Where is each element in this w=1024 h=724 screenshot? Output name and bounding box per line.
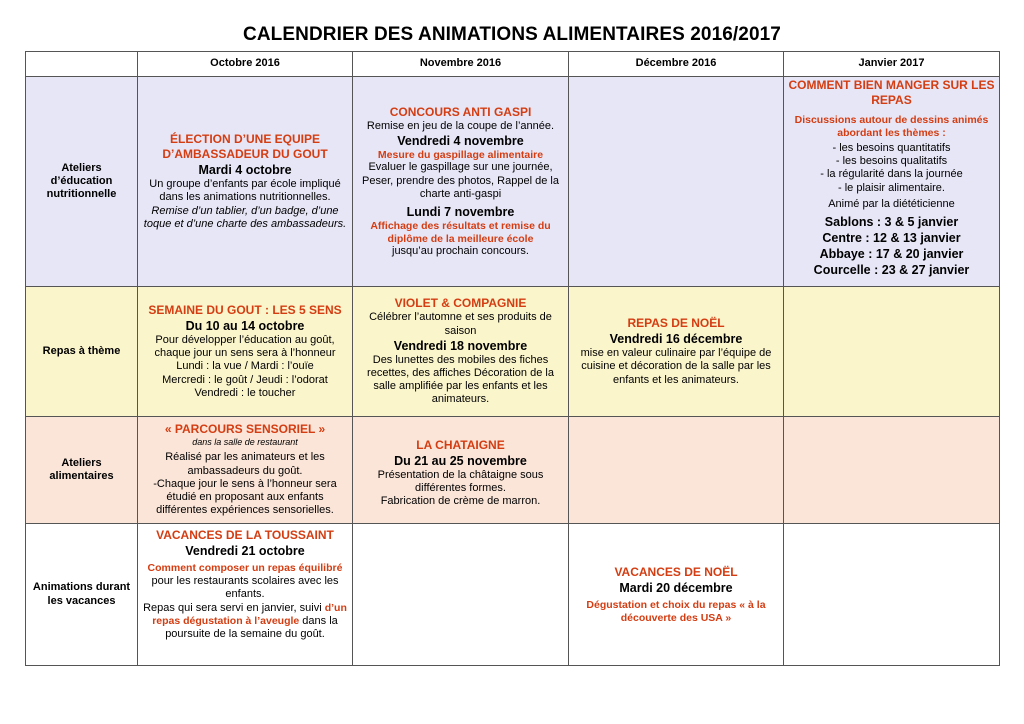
- table-row: [26, 524, 1000, 666]
- cell-october-nutrition: [138, 77, 353, 287]
- calendar-table: [25, 51, 1000, 666]
- event-highlight: Dégustation et choix du repas « à la découverte des USA »: [586, 599, 766, 624]
- event-date: Sablons : 3 & 5 janvier: [824, 215, 959, 230]
- event-text: -Chaque jour le sens à l’honneur sera étudié en proposant aux enfants différentes expériences sensorielles.: [153, 477, 337, 517]
- event-date: Mardi 4 octobre: [198, 163, 292, 178]
- event-title: VACANCES DE NOËL: [614, 565, 738, 579]
- event-date: Vendredi 16 décembre: [609, 332, 743, 347]
- row-label-nutrition: Ateliers d’éducation nutritionnelle: [26, 77, 138, 287]
- cell-december-theme: [569, 287, 784, 417]
- event-note: dans la salle de restaurant: [192, 437, 298, 448]
- event-text: Evaluer le gaspillage sur une journée, Peser, prendre des photos, Rappel de la charte anti-gaspi: [362, 161, 559, 200]
- list-item: - la régularité dans la journée: [820, 168, 963, 181]
- event-text: Lundi : la vue / Mardi : l’ouïe: [176, 360, 314, 373]
- event-text: Des lunettes des mobiles des fiches recettes, des affiches Décoration de la salle amplifiée par les enfants et les animateurs.: [367, 353, 554, 406]
- event-text: dans la poursuite de la semaine du goût.: [165, 614, 338, 641]
- event-title: COMMENT BIEN MANGER SUR LES REPAS: [788, 78, 995, 107]
- event-text: Pour développer l’éducation au goût, chaque jour un sens sera à l’honneur: [154, 333, 336, 360]
- row-label-food-workshops: Ateliers alimentaires: [26, 417, 138, 524]
- event-date: Centre : 12 & 13 janvier: [822, 231, 961, 246]
- event-title: LA CHATAIGNE: [416, 437, 505, 452]
- cell-october-holidays: [138, 524, 353, 666]
- event-date: Vendredi 18 novembre: [393, 338, 528, 353]
- event-title: VIOLET & COMPAGNIE: [394, 296, 527, 311]
- event-highlight: Comment composer un repas équilibré: [147, 562, 343, 574]
- event-date: Vendredi 4 novembre: [397, 133, 524, 148]
- event-text: Animé par la diététicienne: [828, 197, 955, 210]
- cell-december-nutrition: [569, 77, 784, 287]
- event-text-block: [141, 602, 349, 642]
- cell-january-workshops: [784, 417, 1000, 524]
- event-date: Abbaye : 17 & 20 janvier: [819, 247, 964, 262]
- event-date: Courcelle : 23 & 27 janvier: [813, 263, 970, 278]
- event-text: Présentation de la châtaigne sous différentes formes.: [377, 468, 544, 494]
- cell-november-workshops: [353, 417, 569, 524]
- cell-january-nutrition: [784, 77, 1000, 287]
- cell-october-theme: [138, 287, 353, 417]
- event-title: « PARCOURS SENSORIEL »: [164, 422, 326, 437]
- event-highlight: Mesure du gaspillage alimentaire: [377, 148, 544, 161]
- event-text: Un groupe d’enfants par école impliqué dans les animations nutritionnelles.: [149, 178, 341, 204]
- column-header-november: Novembre 2016: [353, 52, 569, 77]
- list-item: - les besoins qualitatifs: [835, 155, 948, 168]
- event-title: VACANCES DE LA TOUSSAINT: [156, 528, 334, 542]
- event-text: jusqu’au prochain concours.: [392, 245, 529, 258]
- event-text: Célébrer l’automne et ses produits de saison: [369, 311, 552, 337]
- event-title: CONCOURS ANTI GASPI: [389, 104, 532, 119]
- event-date: Mardi 20 décembre: [619, 581, 733, 595]
- event-text: mise en valeur culinaire par l’équipe de cuisine et décoration de la salle par les enfants et les animateurs.: [580, 347, 772, 386]
- event-text: Réalisé par les animateurs et les ambassadeurs du goût.: [165, 451, 325, 477]
- event-text-italic: Remise d’un tablier, d’un badge, d’une toque et d’une charte des ambassadeurs.: [143, 204, 347, 230]
- page-title: CALENDRIER DES ANIMATIONS ALIMENTAIRES 2016/2017: [243, 24, 781, 45]
- event-text: Repas qui sera servi en janvier, suivi: [143, 601, 325, 614]
- cell-january-holidays: [784, 524, 1000, 666]
- event-title: REPAS DE NOËL: [627, 316, 725, 331]
- row-label-theme-meals: Repas à thème: [26, 287, 138, 417]
- event-title: SEMAINE DU GOUT : LES 5 SENS: [148, 302, 342, 317]
- event-text: Remise en jeu de la coupe de l’année.: [366, 119, 555, 132]
- cell-october-workshops: [138, 417, 353, 524]
- event-title: ÉLECTION D’UNE EQUIPE D’AMBASSADEUR DU GOUT: [162, 132, 328, 162]
- event-highlight: Discussions autour de dessins animés abordant les thèmes :: [794, 114, 989, 139]
- list-item: - les besoins quantitatifs: [832, 142, 951, 154]
- cell-january-theme: [784, 287, 1000, 417]
- row-label-holidays: Animations durant les vacances: [26, 524, 138, 666]
- cell-december-workshops: [569, 417, 784, 524]
- event-date: Du 10 au 14 octobre: [185, 318, 305, 333]
- list-item: - le plaisir alimentaire.: [838, 181, 945, 194]
- event-text-block: [141, 562, 349, 602]
- cell-november-nutrition: [353, 77, 569, 287]
- event-text: pour les restaurants scolaires avec les enfants.: [151, 575, 339, 601]
- header-corner: [26, 52, 138, 77]
- table-row: [26, 287, 1000, 417]
- event-highlight: Affichage des résultats et remise du diplôme de la meilleure école: [370, 220, 551, 245]
- cell-december-holidays: [569, 524, 784, 666]
- event-text: Fabrication de crème de marron.: [380, 495, 541, 508]
- cell-november-theme: [353, 287, 569, 417]
- table-row: [26, 77, 1000, 287]
- event-date: Du 21 au 25 novembre: [394, 453, 527, 468]
- event-date: Vendredi 21 octobre: [185, 544, 305, 558]
- table-row: [26, 417, 1000, 524]
- cell-november-holidays: [353, 524, 569, 666]
- event-date: Lundi 7 novembre: [406, 205, 515, 220]
- event-highlight: d’un repas dégustation à l’aveugle: [152, 601, 347, 627]
- column-header-january: Janvier 2017: [784, 52, 1000, 77]
- column-header-october: Octobre 2016: [138, 52, 353, 77]
- column-header-december: Décembre 2016: [569, 52, 784, 77]
- header-row: [26, 52, 1000, 77]
- event-text: Vendredi : le toucher: [194, 386, 296, 399]
- event-text: Mercredi : le goût / Jeudi : l’odorat: [162, 373, 328, 386]
